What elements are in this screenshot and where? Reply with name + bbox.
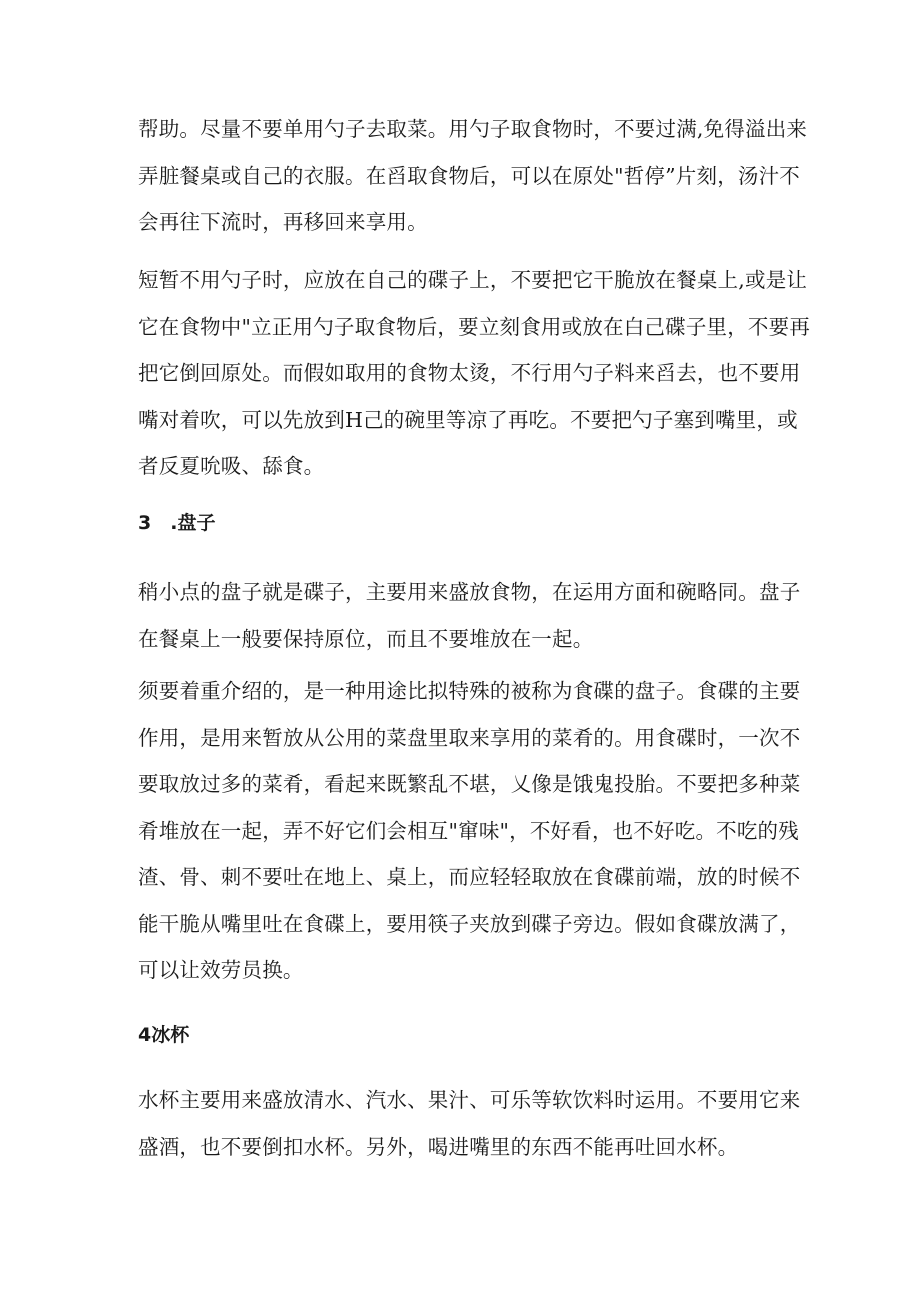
text-line: 它在食物中"立正用勺子取食物后，要立刻食用或放在白己碟子里，不要再 [138,314,811,339]
text-line: 者反夏吮吸、舔食。 [138,454,325,478]
text-line: 能干脆从嘴里吐在食碟上，要用筷子夹放到碟子旁边。假如食碟放满了， [138,911,801,936]
text-line: 可以让效劳员换。 [138,958,304,982]
text-line: 嘴对着吹，可以先放到H己的碗里等凉了再吃。不要把勺子塞到嘴里，或 [138,407,798,432]
paragraph-plate-usage [138,569,801,662]
text-line: 短暂不用勺子时，应放在自己的碟子上，不要把它干脆放在餐桌上,或是让 [138,268,808,292]
text-line: 肴堆放在一起，弄不好它们会相互"窜味"，不好看，也不好吃。不吃的残 [138,818,799,843]
paragraph-water-cup-usage [138,1077,801,1170]
paragraph-side-dish-plate [138,668,801,994]
text-line: 在餐桌上一般要保持原位，而且不要堆放在一起。 [138,626,594,651]
text-line: 弄脏餐桌或自己的衣服。在舀取食物后，可以在原处"哲停”片刻，汤汁不 [138,163,801,188]
paragraph-spoon-resting [138,257,811,490]
text-line: 盛酒，也不要倒扣水杯。另外，喝进嘴里的东西不能再吐回水杯。 [138,1134,739,1159]
text-line: 作用，是用来暂放从公用的菜盘里取来享用的菜肴的。用食碟时，一次不 [138,725,801,750]
paragraph-spoon-usage [138,106,808,246]
section-heading-plate: 3 .盘子 [138,512,216,534]
text-line: 须要着重介绍的，是一种用途比拟特殊的被称为食碟的盘子。食碟的主要 [138,679,801,703]
text-line: 水杯主要用来盛放清水、汽水、果汁、可乐等软饮料时运用。不要用它来 [138,1088,801,1112]
text-line: 帮助。尽量不要单用勺子去取菜。用勺子取食物时，不要过满,免得溢出来 [138,117,808,141]
section-heading-water-cup: 4冰杯 [138,1024,190,1046]
text-line: 稍小点的盘子就是碟子，主要用来盛放食物，在运用方面和碗略同。盘子 [138,580,801,604]
text-line: 渣、骨、刺不要吐在地上、桌上，而应轻轻取放在食碟前端，放的时候不 [138,865,801,889]
text-line: 把它倒回原处。而假如取用的食物太烫，不行用勺子料来舀去，也不要用 [138,361,801,385]
text-line: 要取放过多的菜肴，看起来既繁乱不堪，乂像是饿鬼投胎。不要把多种菜 [138,772,801,796]
text-line: 会再往下流时，再移回来享用。 [138,210,428,234]
